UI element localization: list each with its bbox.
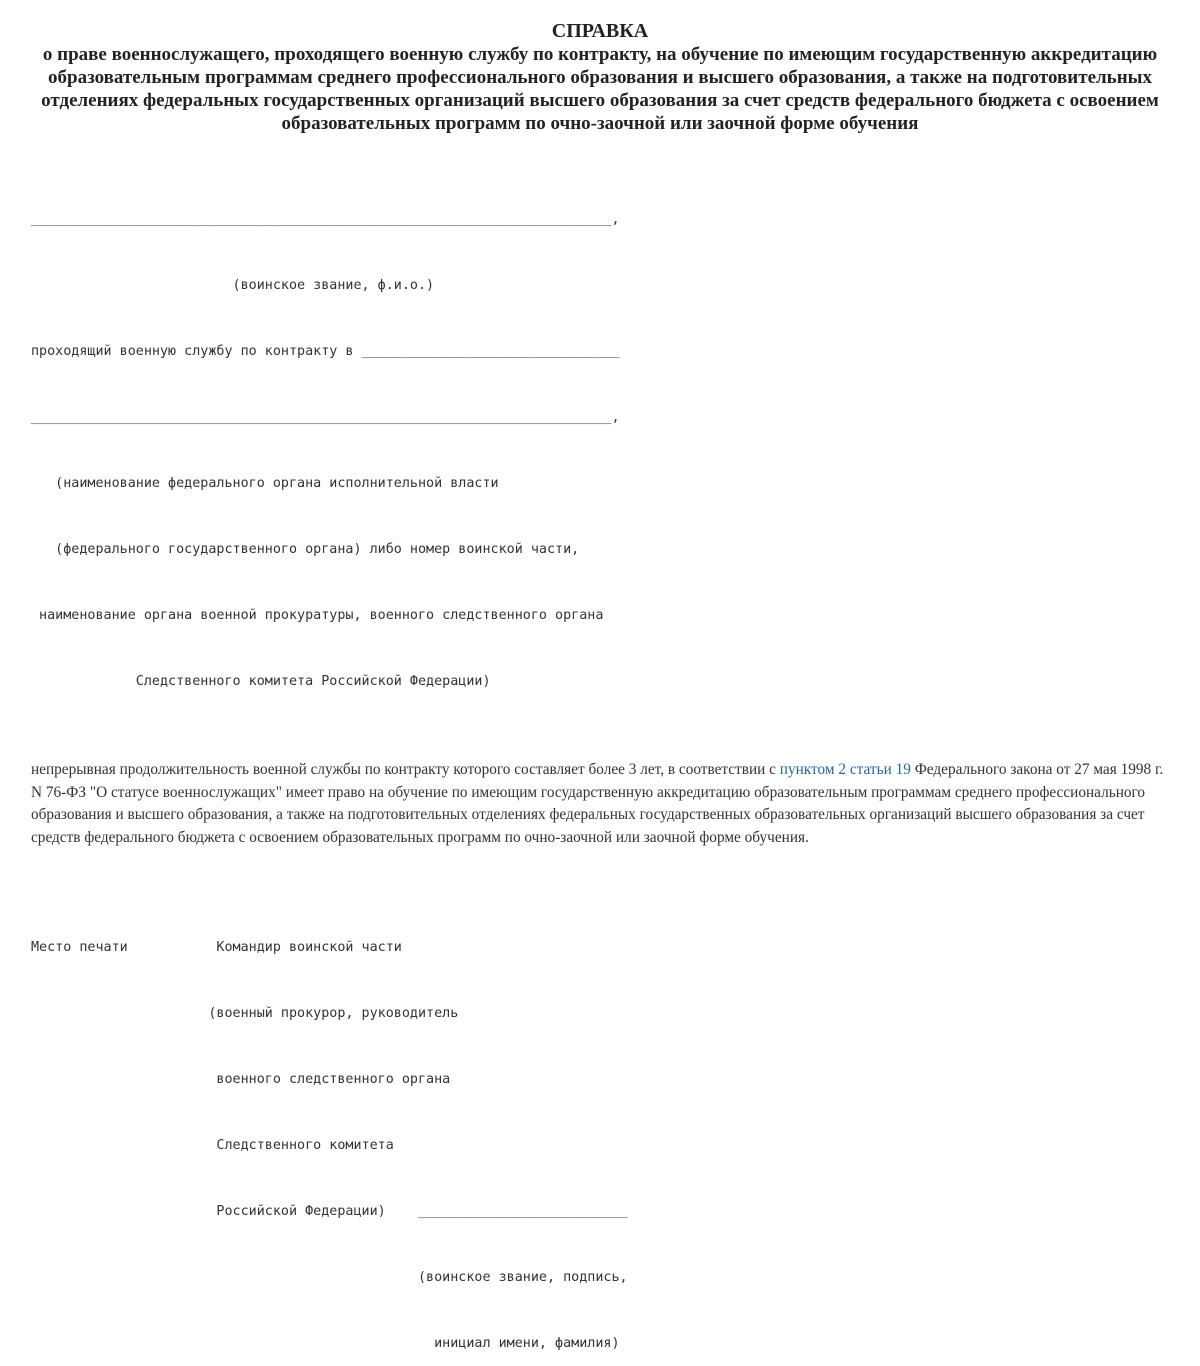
form-line: проходящий военную службу по контракту в ________________________________ bbox=[31, 344, 620, 359]
form-line: наименование органа военной прокуратуры, военного следственного органа bbox=[31, 608, 604, 623]
title-subtitle: о праве военнослужащего, проходящего военную службу по контракту, на обучение по имеющим государственную аккредитацию образовательным программам среднего профессионального образования и высшего образования, а также на подготовительных отделениях федеральных государственных организаций высшего образования за счет средств федерального бюджета с освоением образовательных программ по очно-заочной или заочной форме обучения bbox=[41, 44, 1159, 134]
form-line: (воинское звание, ф.и.о.) bbox=[31, 278, 435, 293]
form-line: ________________________________________________________________________, bbox=[31, 410, 620, 425]
body-paragraph bbox=[31, 759, 1171, 849]
form-line: Следственного комитета Российской Федерации) bbox=[31, 674, 491, 689]
document-title bbox=[0, 20, 1200, 135]
title-heading: СПРАВКА bbox=[551, 20, 649, 42]
signature-line: (воинское звание, подпись, bbox=[31, 1270, 628, 1285]
paragraph-text: Федерального закона от 27 мая 1998 г. N 76-ФЗ "О статусе военнослужащих" имеет право на обучение по имеющим государственную аккредитацию образовательным программам среднего профессионального образования и высшего образования, а также на подготовительных отделениях федеральных государственных образовательных организаций высшего образования за счет средств федерального бюджета с освоением образовательных программ по очно-заочной или заочной форме обучения. bbox=[31, 761, 1164, 846]
signature-line: военного следственного органа bbox=[31, 1072, 451, 1087]
form-bottom-block bbox=[31, 893, 1200, 1366]
signature-line: Следственного комитета bbox=[31, 1138, 394, 1153]
form-top-block bbox=[31, 165, 1200, 737]
signature-line: Российской Федерации) __________________________ bbox=[31, 1204, 628, 1219]
signature-line: инициал имени, фамилия) bbox=[31, 1336, 620, 1351]
paragraph-text: непрерывная продолжительность военной службы по контракту которого составляет более 3 лет, в соответствии с bbox=[31, 761, 780, 778]
form-line: (наименование федерального органа исполнительной власти bbox=[31, 476, 499, 491]
form-line: (федерального государственного органа) либо номер воинской части, bbox=[31, 542, 580, 557]
signature-line: (военный прокурор, руководитель bbox=[31, 1006, 459, 1021]
law-article-link[interactable]: пунктом 2 статьи 19 bbox=[779, 761, 911, 778]
signature-line: Место печати Командир воинской части bbox=[31, 940, 402, 955]
form-line: ________________________________________________________________________, bbox=[31, 212, 620, 227]
